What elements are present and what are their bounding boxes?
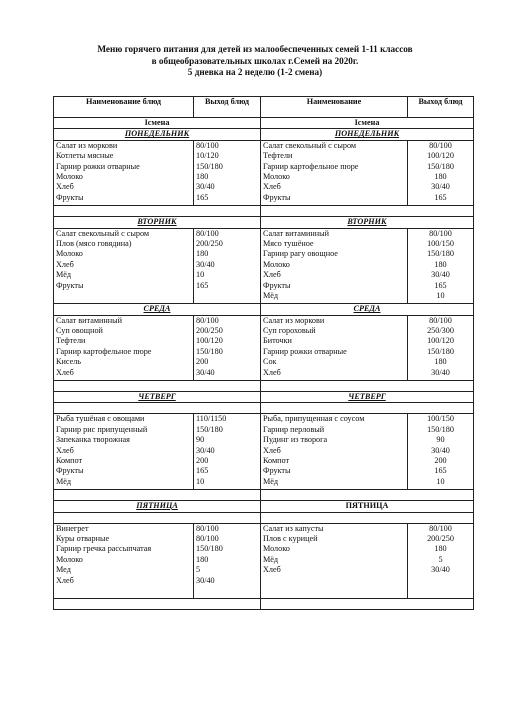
menu-item-text: 5 — [196, 565, 201, 575]
title-line-2: в общеобразовательных школах г.Семей на 2020г. — [151, 55, 359, 66]
menu-item-text: Салат из капусты — [263, 523, 324, 533]
spacer-cell — [54, 598, 261, 609]
menu-item-text: 30/40 — [196, 575, 215, 585]
menu-item-text: 200/250 — [196, 326, 223, 336]
menu-item-text: Пудинг из творога — [263, 435, 328, 445]
menu-item-text: Плов (мясо говядина) — [56, 238, 132, 248]
menu-item-text: 100/120 — [427, 151, 454, 161]
day-menu-row — [54, 523, 474, 598]
menu-item-text: Салат витаминный — [56, 315, 123, 325]
menu-item-text: 180 — [196, 171, 209, 181]
menu-item-text: 150/180 — [427, 161, 454, 171]
menu-item-text: Рыба тушёная с овощами — [56, 414, 145, 424]
day-menu-row — [54, 315, 474, 380]
right-yield-list — [408, 414, 474, 490]
menu-item-text: Фрукты — [56, 192, 84, 202]
left-dish-list — [54, 414, 194, 490]
menu-item-text: Гарнир перловый — [263, 424, 325, 434]
menu-item-text: Хлеб — [56, 367, 74, 377]
spacer-cell — [54, 403, 261, 414]
menu-item-text: Хлеб — [263, 182, 281, 192]
menu-item-text: 10 — [196, 270, 205, 280]
menu-item-text: 165 — [434, 192, 447, 202]
menu-item-text: 180 — [434, 544, 447, 554]
day-name-right: ПОНЕДЕЛЬНИК — [261, 129, 474, 140]
menu-item-text: Запеканка творожная — [56, 435, 130, 445]
menu-item-text: Мёд — [263, 554, 279, 564]
menu-item-text: Хлеб — [56, 575, 74, 585]
menu-item-text: Молоко — [56, 171, 83, 181]
shift-left: Iсмена — [54, 118, 261, 129]
right-dish-list — [261, 315, 408, 380]
menu-item-text: 80/100 — [196, 140, 219, 150]
menu-item-text: 200/250 — [427, 533, 454, 543]
day-name-left: ПОНЕДЕЛЬНИК — [54, 129, 261, 140]
day-name-left: ЧЕТВЕРГ — [54, 392, 261, 403]
menu-item-text: Молоко — [56, 554, 83, 564]
menu-item-text: Фрукты — [56, 280, 84, 290]
menu-item-text: 180 — [434, 259, 447, 269]
menu-item-text: Мёд — [263, 290, 279, 300]
menu-item-text: 30/40 — [431, 270, 450, 280]
right-dish-list — [261, 228, 408, 304]
menu-item-text: 150/180 — [427, 424, 454, 434]
menu-item-text: Хлеб — [56, 445, 74, 455]
menu-item-text: 80/100 — [429, 140, 452, 150]
menu-item-text: 200 — [196, 357, 209, 367]
menu-item-text: Мясо тушёное — [263, 238, 314, 248]
day-name-left: СРЕДА — [54, 304, 261, 315]
menu-item-text: 10 — [436, 476, 445, 486]
left-dish-list — [54, 140, 194, 205]
menu-item-text: Гарнир рагу овощное — [263, 249, 338, 259]
right-yield-list — [408, 523, 474, 598]
menu-item-text: 80/100 — [196, 228, 219, 238]
header-yield-right: Выход блюд — [408, 97, 474, 118]
menu-item-text: 90 — [436, 435, 445, 445]
menu-item-text: Мёд — [56, 476, 72, 486]
menu-item-text: Салат свекольный с сыром — [56, 228, 150, 238]
left-yield-list — [194, 228, 261, 304]
menu-item-text: Компот — [263, 456, 290, 466]
menu-item-text: Куры отварные — [56, 533, 110, 543]
right-dish-list — [261, 414, 408, 490]
spacer-cell — [54, 490, 261, 501]
left-dish-list — [54, 315, 194, 380]
menu-item-text: Фрукты — [263, 280, 291, 290]
menu-item-text: 90 — [196, 435, 205, 445]
day-row — [54, 501, 474, 512]
menu-item-text: Молоко — [263, 259, 290, 269]
menu-item-text: 110/1150 — [196, 414, 227, 424]
menu-item-text: Гарнир гречка рассыпчатая — [56, 544, 152, 554]
menu-item-text: 100/120 — [427, 336, 454, 346]
menu-item-text: Гарнир картофельное пюре — [56, 346, 152, 356]
menu-item-text: Мед — [56, 565, 71, 575]
menu-item-text: 200/250 — [196, 238, 223, 248]
shift-right: Iсмена — [261, 118, 474, 129]
menu-item-text: 100/150 — [427, 238, 454, 248]
menu-item-text: 250/300 — [427, 326, 454, 336]
menu-item-text: 180 — [196, 554, 209, 564]
empty-line — [56, 291, 191, 301]
menu-item-text: Салат из моркови — [56, 140, 118, 150]
spacer-row — [54, 598, 474, 609]
menu-item-text: Фрукты — [263, 192, 291, 202]
menu-item-text: 80/100 — [429, 523, 452, 533]
menu-item-text: 30/40 — [431, 565, 450, 575]
left-yield-list — [194, 523, 261, 598]
spacer-row — [54, 403, 474, 414]
menu-item-text: Хлеб — [263, 270, 281, 280]
right-yield-list — [408, 315, 474, 380]
menu-item-text: Салат из моркови — [263, 315, 325, 325]
menu-item-text: 200 — [196, 456, 209, 466]
menu-item-text: 5 — [438, 554, 443, 564]
menu-item-text: Тефтели — [263, 151, 293, 161]
menu-item-text: 100/120 — [196, 336, 223, 346]
header-yield-left: Выход блюд — [194, 97, 261, 118]
left-yield-list — [194, 140, 261, 205]
right-dish-list — [261, 140, 408, 205]
shift-row — [54, 118, 474, 129]
menu-item-text: 165 — [434, 280, 447, 290]
menu-item-text: 80/100 — [429, 315, 452, 325]
menu-item-text: 150/180 — [427, 346, 454, 356]
menu-item-text: Фрукты — [263, 466, 291, 476]
day-name-right: ПЯТНИЦА — [261, 501, 474, 512]
menu-item-text: 30/40 — [196, 445, 215, 455]
menu-item-text: Молоко — [263, 171, 290, 181]
menu-item-text: Котлеты мясные — [56, 151, 114, 161]
spacer-cell — [261, 490, 474, 501]
menu-item-text: Молоко — [56, 249, 83, 259]
title-line-1: Меню горячего питания для детей из малообеспеченных семей 1-11 классов — [97, 44, 413, 54]
menu-item-text: Фрукты — [56, 466, 84, 476]
menu-item-text: Кисель — [56, 357, 82, 367]
menu-table — [53, 96, 474, 610]
menu-item-text: 150/180 — [196, 161, 223, 171]
spacer-row — [54, 206, 474, 217]
menu-item-text: Гарнир рожки отварные — [56, 161, 140, 171]
day-menu-row — [54, 228, 474, 304]
menu-item-text: 80/100 — [196, 315, 219, 325]
day-name-right: ВТОРНИК — [261, 217, 474, 228]
menu-item-text: Хлеб — [56, 182, 74, 192]
menu-item-text: Биточки — [263, 336, 292, 346]
menu-item-text: 100/150 — [427, 414, 454, 424]
menu-item-text: 180 — [196, 249, 209, 259]
right-yield-list — [408, 228, 474, 304]
spacer-cell — [261, 598, 474, 609]
day-name-left: ВТОРНИК — [54, 217, 261, 228]
menu-item-text: 165 — [434, 466, 447, 476]
menu-item-text: 80/100 — [196, 523, 219, 533]
spacer-row — [54, 381, 474, 392]
empty-line — [196, 291, 258, 301]
day-name-left: ПЯТНИЦА — [54, 501, 261, 512]
menu-item-text: 30/40 — [196, 182, 215, 192]
menu-item-text: Салат витаминный — [263, 228, 330, 238]
table-header-row — [54, 97, 474, 118]
title-line-3: 5 дневка на 2 неделю (1-2 смена) — [187, 67, 323, 78]
document-title — [40, 44, 470, 79]
left-yield-list — [194, 315, 261, 380]
menu-item-text: Суп овощной — [56, 326, 103, 336]
spacer-row — [54, 490, 474, 501]
menu-item-text: Салат свекольный с сыром — [263, 140, 357, 150]
day-menu-row — [54, 414, 474, 490]
day-name-right: СРЕДА — [261, 304, 474, 315]
menu-item-text: Молоко — [263, 544, 290, 554]
menu-item-text: Рыба, припущенная с соусом — [263, 414, 365, 424]
spacer-row — [54, 512, 474, 523]
empty-line — [263, 576, 405, 586]
left-dish-list — [54, 228, 194, 304]
menu-item-text: 80/100 — [429, 228, 452, 238]
menu-item-text: Мёд — [263, 476, 279, 486]
menu-item-text: 30/40 — [431, 367, 450, 377]
menu-item-text: Суп гороховый — [263, 326, 316, 336]
day-menu-row — [54, 140, 474, 205]
menu-item-text: Плов с курицей — [263, 533, 318, 543]
right-dish-list — [261, 523, 408, 598]
menu-item-text: Гарнир картофельное пюре — [263, 161, 359, 171]
spacer-cell — [54, 206, 261, 217]
menu-item-text: Гарнир рожки отварные — [263, 346, 347, 356]
spacer-cell — [54, 381, 261, 392]
menu-item-text: 150/180 — [196, 346, 223, 356]
day-row — [54, 304, 474, 315]
menu-item-text: 80/100 — [196, 533, 219, 543]
day-row — [54, 217, 474, 228]
day-row — [54, 392, 474, 403]
empty-line — [410, 576, 471, 586]
left-yield-list — [194, 414, 261, 490]
spacer-cell — [261, 206, 474, 217]
menu-item-text: 150/180 — [196, 544, 223, 554]
menu-item-text: 10 — [436, 290, 445, 300]
menu-item-text: Хлеб — [263, 445, 281, 455]
header-dish-left: Наименование блюд — [54, 97, 194, 118]
menu-item-text: Гарнир рис припущенный — [56, 424, 148, 434]
menu-item-text: 30/40 — [431, 445, 450, 455]
menu-item-text: Тефтели — [56, 336, 86, 346]
menu-item-text: 180 — [434, 171, 447, 181]
menu-item-text: Винегрет — [56, 523, 89, 533]
menu-item-text: 30/40 — [196, 367, 215, 377]
menu-item-text: 30/40 — [431, 182, 450, 192]
spacer-cell — [54, 512, 261, 523]
spacer-cell — [261, 512, 474, 523]
menu-item-text: Хлеб — [263, 367, 281, 377]
spacer-cell — [261, 403, 474, 414]
menu-item-text: 165 — [196, 280, 209, 290]
menu-item-text: 150/180 — [427, 249, 454, 259]
menu-item-text: Хлеб — [263, 565, 281, 575]
menu-item-text: Сок — [263, 357, 277, 367]
menu-item-text: 165 — [196, 192, 209, 202]
menu-item-text: Хлеб — [56, 259, 74, 269]
menu-item-text: 150/180 — [196, 424, 223, 434]
left-dish-list — [54, 523, 194, 598]
header-dish-right: Наименование — [261, 97, 408, 118]
menu-item-text: 165 — [196, 466, 209, 476]
menu-item-text: 10/120 — [196, 151, 219, 161]
menu-item-text: Мёд — [56, 270, 72, 280]
right-yield-list — [408, 140, 474, 205]
day-row — [54, 129, 474, 140]
menu-item-text: 200 — [434, 456, 447, 466]
menu-item-text: Компот — [56, 456, 83, 466]
menu-item-text: 180 — [434, 357, 447, 367]
spacer-cell — [261, 381, 474, 392]
day-name-right: ЧЕТВЕРГ — [261, 392, 474, 403]
menu-item-text: 10 — [196, 476, 205, 486]
menu-item-text: 30/40 — [196, 259, 215, 269]
